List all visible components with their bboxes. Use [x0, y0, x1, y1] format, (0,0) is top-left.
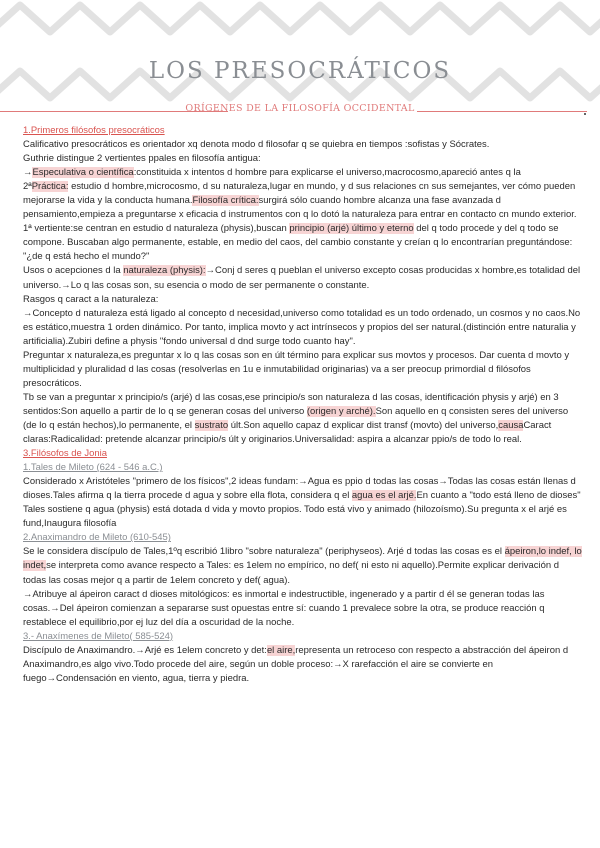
paragraph: 1ª vertiente:se centran en estudio d naturaleza (physis),buscan principio (arjé) último y eterno del q todo procede y del q todo se compone. Buscaban algo permanente, estable, en medio del caos, del cambio constante y creían q lo encontrarían preguntándose: "¿de q está hecho el mundo?" [23, 223, 573, 263]
paragraph: Guthrie distingue 2 vertientes ppales en filosofía antigua: [23, 153, 261, 165]
paragraph: Tb se van a preguntar x principio/s (arjé) d las cosas,ese principio/s son naturaleza d las cosas, identificación physis y arjé) en 3 sentidos:Son aquello a partir de lo q se generan cosas del universo (origen y arché).Son aquello en q consisten seres del universo (de lo q están hechos),lo permanente, el sustrato últ.Son aquello capaz d explicar dist transf (movto) del universo,causaCaract claras:Radicalidad: pretende alcanzar principio/s últ y originarios.Universalidad: aspira a alcanzar ppio/s de todo lo real. [23, 391, 569, 446]
subheading-anaximandro: 2.Anaximandro de Mileto (610-545) [23, 532, 171, 544]
highlight: Filosofía crítica: [192, 195, 259, 207]
paragraph: Discípulo de Anaximandro.→Arjé es 1elem concreto y det:el aire,representa un retroceso con respecto a abstracción del ápeiron d Anaximandro,es algo vivo.Todo procede del aire, según un doble proceso:→X rarefacción el aire se convierte en fuego→Condensación en viento, agua, tierra y piedra. [23, 644, 569, 684]
dot-icon [584, 113, 586, 115]
highlight: causa [498, 419, 524, 431]
highlight: Especulativa o científica [32, 167, 134, 179]
zigzag-border [0, 0, 600, 110]
paragraph: →Concepto d naturaleza está ligado al concepto d necesidad,universo como totalidad es un todo ordenado, un cosmos y no caos.No es estático,muestra 1 orden dinámico. Por tanto, implica movto y act intrínsecos y propios del ser natural.(distinción entre naturalia y artificialia).Zubiri define a physis "fondo universal d dnd surge todo cuanto hay". [23, 307, 581, 347]
paragraph: →Especulativa o científica:constituida x intentos d hombre para explicarse el universo,macrocosmo,apareció antes q la [23, 167, 521, 179]
highlight: el aire, [266, 644, 296, 656]
highlight: naturaleza (physis): [123, 265, 206, 277]
paragraph: Rasgos q caract a la naturaleza: [23, 293, 159, 305]
paragraph: Preguntar x naturaleza,es preguntar x lo q las cosas son en últ término para explicar sus movtos y procesos. Dar cuenta d movto y multiplicidad y pluralidad d las cosas (resolverlas en 1u e inmutabilidad originarias) va a ser preocup primordial d filósofos presocráticos. [23, 349, 570, 389]
page-title: LOS PRESOCRÁTICOS [148, 58, 452, 84]
highlight: agua es el arjé. [351, 490, 417, 502]
document-body [23, 124, 583, 686]
highlight: Práctica: [31, 181, 69, 193]
subheading-tales: 1.Tales de Mileto (624 - 546 a.C.) [23, 462, 163, 474]
section-heading-3: 3.Filósofos de Jonia [23, 448, 107, 460]
page-subtitle: ORÍGENES DE LA FILOSOFÍA OCCIDENTAL [185, 103, 415, 114]
subheading-anaximenes: 3.- Anaxímenes de Mileto( 585-524) [23, 630, 174, 642]
paragraph: 2ªPráctica: estudio d hombre,microcosmo, d su naturaleza,lugar en mundo, y d sus relaciones cn sus semejantes, ver cómo pueden mejorarse la vida y la conducta humana.Filosofía crítica:surgirá sólo cuando hombre alcanza una fase avanzada d pensamiento,empieza a preguntarse x eficacia d instrumentos con q lo dotó la naturaleza para entrar en contacto cn mundo exterior. [23, 181, 577, 221]
paragraph: Considerado x Aristóteles "primero de los físicos",2 ideas fundam:→Agua es ppio d todas las cosas→Todas las cosas están llenas d dioses.Tales afirma q la tierra procede d agua y sobre ella flota, considera q el agua es el arjé.En cuanto a "todo está lleno de dioses" Tales sostiene q agua (physis) está dotada d vida y movto propios. Todo está vivo y animado (hilozoísmo).Su pregunta x el arjé es fund,Inaugura filosofía [23, 476, 581, 530]
paragraph: Calificativo presocráticos es orientador xq denota modo d filosofar q se quiebra en tiempos :sofistas y Sócrates. [23, 139, 490, 151]
paragraph: Se le considera discípulo de Tales,1ºq escribió 1libro "sobre naturaleza" (periphyseos). Arjé d todas las cosas es el ápeiron,lo indef, lo indet,se interpreta como avance respecto a Tales: es 1elem no empírico, no def( ni esto ni aquello).Permite explicar derivación d todas las cosas mejor q a partir de 1elem concreto y def( agua). [23, 546, 582, 586]
paragraph: →Atribuye al ápeiron caract d dioses mitológicos: es inmortal e indestructible, ingenerado y a partir d él se generan todas las cosas.→Del ápeiron comienzan a separarse sust opuestas entre sí: cuando 1 prevalece sobre la otra, se produce reacción q restablece el equilibrio,por ej luz del día a oscuridad de la noche. [23, 588, 545, 628]
highlight: (origen y arché). [306, 405, 376, 417]
highlight: sustrato [194, 419, 229, 431]
section-heading-1: 1.Primeros filósofos presocráticos [23, 125, 165, 136]
paragraph: Usos o acepciones d la naturaleza (physis):→Conj d seres q pueblan el universo excepto cosas producidas x hombre,es totalidad del universo.→Lo q las cosas son, su esencia o modo de ser permanente o constante. [23, 265, 581, 291]
highlight: ápeiron,lo indef, lo indet, [23, 546, 582, 572]
highlight: principio (arjé) último y eterno [289, 223, 414, 235]
